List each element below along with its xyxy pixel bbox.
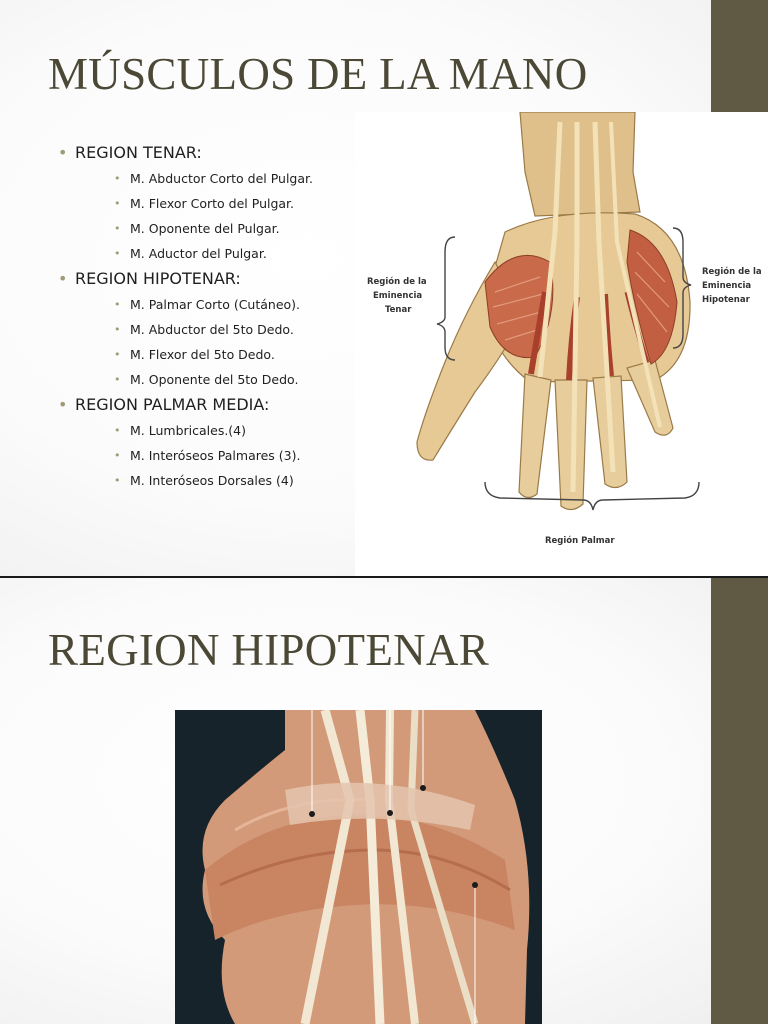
accent-bar — [711, 0, 768, 112]
section-heading: • REGION PALMAR MEDIA: — [58, 392, 358, 418]
slide-2 — [0, 578, 768, 1024]
label-tenar-line2: Eminencia — [373, 291, 423, 301]
list-item: • M. Flexor del 5to Dedo. — [58, 342, 358, 367]
section-heading: • REGION HIPOTENAR: — [58, 266, 358, 292]
hand-anatomy-illustration — [355, 112, 768, 576]
label-hipotenar-line1: Región de la — [702, 267, 762, 277]
slide-title: MÚSCULOS DE LA MANO — [48, 49, 588, 99]
label-palmar: Región Palmar — [545, 536, 615, 546]
slide-title: REGION HIPOTENAR — [48, 625, 490, 675]
label-hipotenar-line3: Hipotenar — [702, 295, 750, 305]
section-heading: • REGION TENAR: — [58, 140, 358, 166]
accent-bar — [711, 578, 768, 1024]
list-item: • M. Oponente del Pulgar. — [58, 216, 358, 241]
hypothenar-dissection-photo — [175, 710, 542, 1024]
list-item: • M. Lumbricales.(4) — [58, 418, 358, 443]
hand-anatomy-figure — [355, 112, 768, 576]
list-item: • M. Abductor del 5to Dedo. — [58, 317, 358, 342]
label-hipotenar-line2: Eminencia — [702, 281, 752, 291]
list-item: • M. Flexor Corto del Pulgar. — [58, 191, 358, 216]
list-item: • M. Interóseos Palmares (3). — [58, 443, 358, 468]
list-item: • M. Palmar Corto (Cutáneo). — [58, 292, 358, 317]
label-tenar-line1: Región de la — [367, 277, 427, 287]
list-item: • M. Oponente del 5to Dedo. — [58, 367, 358, 392]
list-item: • M. Aductor del Pulgar. — [58, 241, 358, 266]
dissection-illustration — [175, 710, 542, 1024]
list-item: • M. Interóseos Dorsales (4) — [58, 468, 358, 493]
label-tenar-line3: Tenar — [385, 305, 412, 315]
bullet-list — [58, 140, 358, 493]
list-item: • M. Abductor Corto del Pulgar. — [58, 166, 358, 191]
